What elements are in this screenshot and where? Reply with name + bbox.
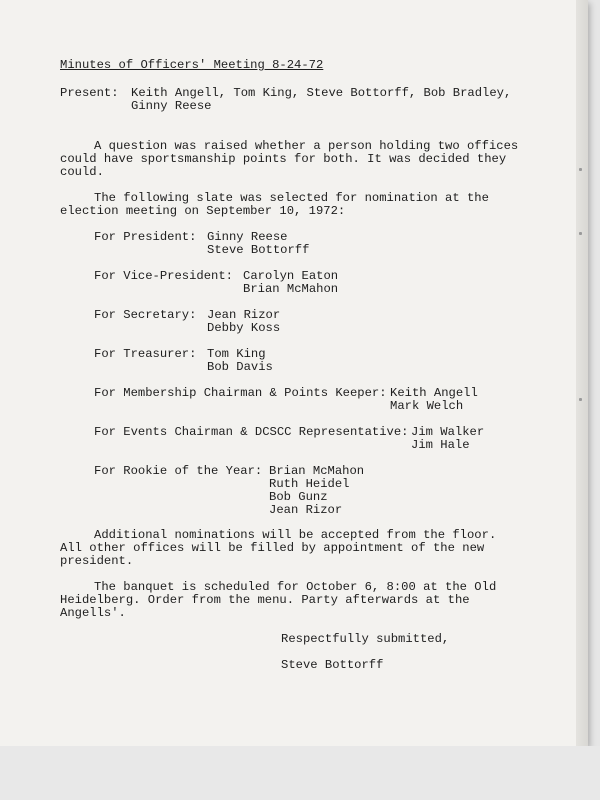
paragraph-1-line: A question was raised whether a person holding two offices — [94, 139, 519, 153]
nominee-name: Carolyn Eaton — [243, 269, 339, 283]
nominee-name: Debby Koss — [207, 321, 281, 335]
nominee-name: Jean Rizor — [207, 308, 281, 322]
page-edge — [576, 0, 588, 746]
nomination-office: For Vice-President: — [94, 269, 233, 283]
scan-background — [0, 746, 600, 800]
nominee-name: Bob Gunz — [269, 490, 328, 504]
paragraph-3-line: Additional nominations will be accepted from the floor. — [94, 528, 497, 542]
nomination-office: For President: — [94, 230, 197, 244]
closing: Respectfully submitted, — [281, 632, 450, 646]
nominee-name: Jean Rizor — [269, 503, 343, 517]
scan-speck — [579, 168, 582, 171]
present-attendees-line1: Keith Angell, Tom King, Steve Bottorff, Bob Bradley, — [131, 86, 512, 100]
present-label: Present: — [60, 86, 119, 100]
nominee-name: Mark Welch — [390, 399, 464, 413]
nominee-name: Bob Davis — [207, 360, 273, 374]
nomination-office: For Events Chairman & DCSCC Representative: — [94, 425, 409, 439]
paragraph-3-line: All other offices will be filled by appointment of the new — [60, 541, 485, 555]
nomination-office: For Membership Chairman & Points Keeper: — [94, 386, 387, 400]
nominee-name: Ruth Heidel — [269, 477, 350, 491]
paragraph-2-line: The following slate was selected for nomination at the — [94, 191, 489, 205]
paragraph-4-line: The banquet is scheduled for October 6, 8:00 at the Old — [94, 580, 497, 594]
nominee-name: Brian McMahon — [243, 282, 339, 296]
document-title: Minutes of Officers' Meeting 8-24-72 — [60, 58, 324, 72]
signature: Steve Bottorff — [281, 658, 384, 672]
paragraph-3-line: president. — [60, 554, 134, 568]
nominee-name: Jim Hale — [411, 438, 470, 452]
scan-speck — [579, 398, 582, 401]
nomination-office: For Secretary: — [94, 308, 197, 322]
paragraph-2-line: election meeting on September 10, 1972: — [60, 204, 346, 218]
nomination-office: For Treasurer: — [94, 347, 197, 361]
scan-speck — [579, 232, 582, 235]
nominee-name: Jim Walker — [411, 425, 485, 439]
paragraph-4-line: Heidelberg. Order from the menu. Party afterwards at the — [60, 593, 470, 607]
nominee-name: Tom King — [207, 347, 266, 361]
nomination-office: For Rookie of the Year: — [94, 464, 263, 478]
nominee-name: Keith Angell — [390, 386, 478, 400]
present-attendees-line2: Ginny Reese — [131, 99, 212, 113]
paragraph-1-line: could. — [60, 165, 104, 179]
paragraph-1-line: could have sportsmanship points for both. It was decided they — [60, 152, 507, 166]
nominee-name: Steve Bottorff — [207, 243, 310, 257]
nominee-name: Brian McMahon — [269, 464, 365, 478]
nominee-name: Ginny Reese — [207, 230, 288, 244]
paragraph-4-line: Angells'. — [60, 606, 126, 620]
